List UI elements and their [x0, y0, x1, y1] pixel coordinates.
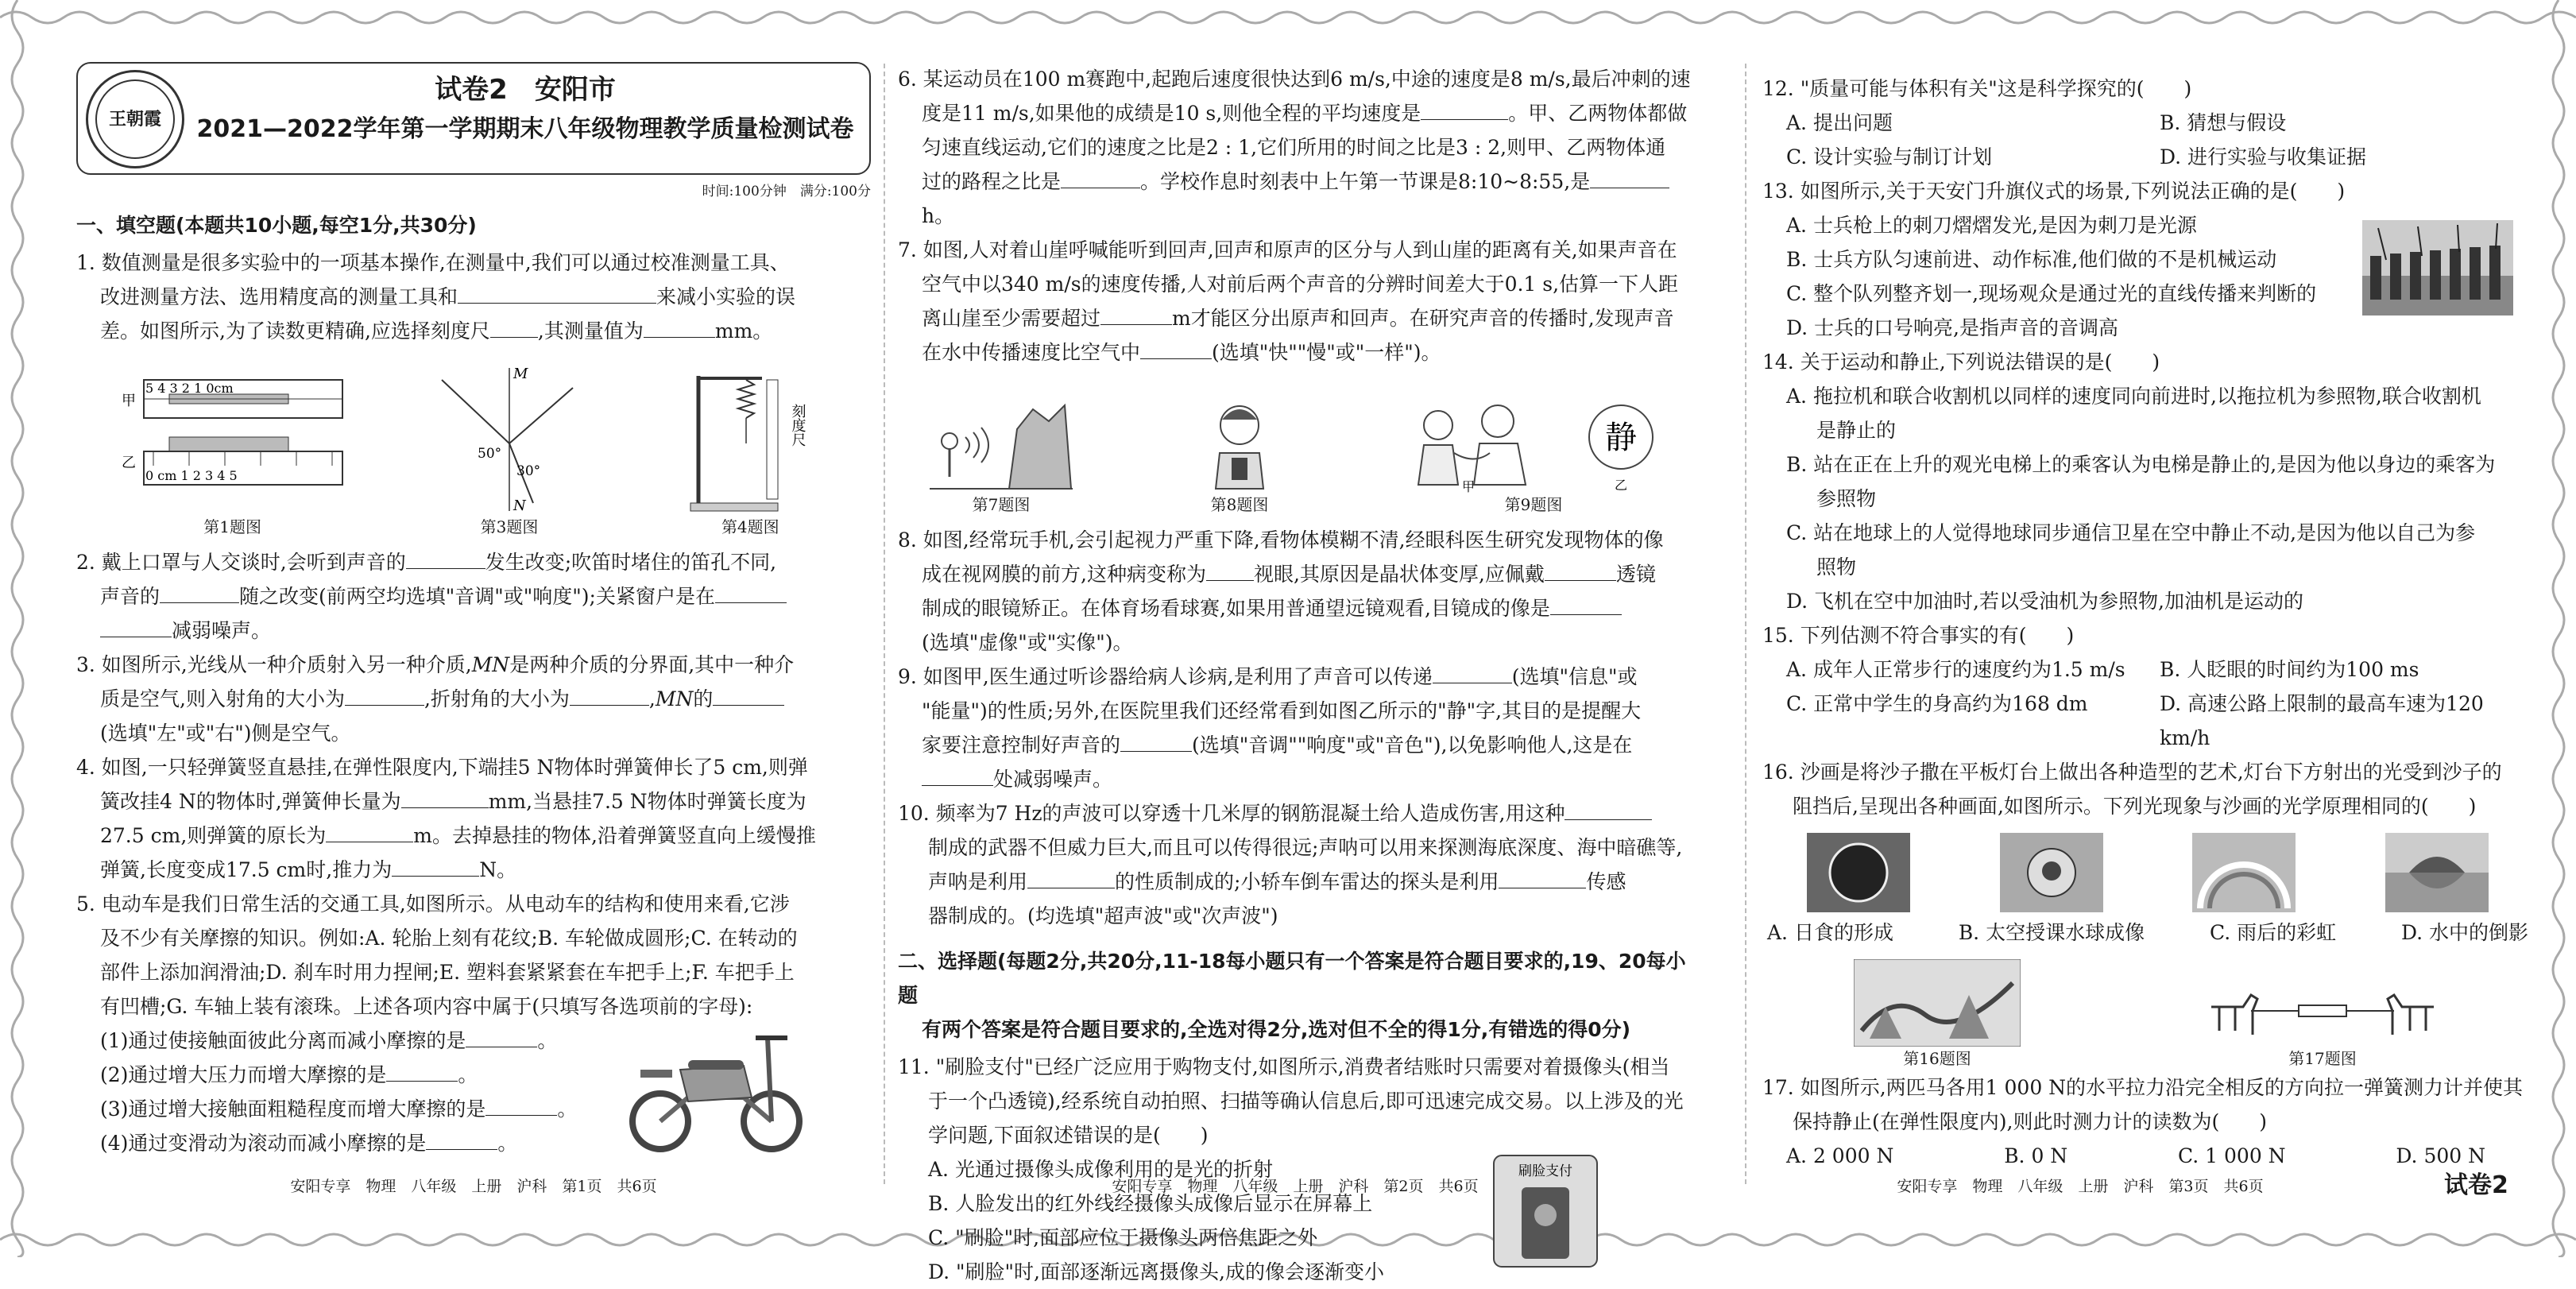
figure-3 [434, 364, 585, 539]
wavy-border-right [2546, 0, 2576, 1257]
sand-painting-photo [1854, 959, 2021, 1047]
question-16: 16. 沙画是将沙子撒在平板灯台上做出各种造型的艺术,灯台下方射出的光受到沙子的 阻挡后,呈现出各种画面,如图所示。下列光现象与沙画的光学原理相同的( ) A. 日食的形成 B. 太空授课水球成像 C. 雨后的彩虹 D. 水中的倒影 第16题图 第17题图 [1762, 755, 2533, 1070]
question-6: 6. 某运动员在100 m赛跑中,起跑后速度很快达到6 m/s,中途的速度是8 m/s,最后冲刺的速 度是11 m/s,如果他的成绩是10 s,则他全程的平均速度是 。甲、乙两物体都做 匀速直线运动,它们的速度之比是2 : 1,它们所用的时间之比是3 : 2,则甲、乙两物体通 过的路程之比是 。学校作息时刻表中上午第一节课是8:10~8:55,是h。 [898, 68, 1691, 227]
solar-eclipse-photo [1807, 833, 1910, 912]
exam-badge: 试卷2 [2444, 1171, 2508, 1199]
figure-1 [122, 364, 344, 539]
q14-option-b[interactable]: B. 站在正在上升的观光电梯上的乘客认为电梯是静止的,是因为他以身边的乘客为 参照物 [1786, 453, 2496, 510]
page-2 [898, 62, 1692, 1283]
child-phone-image [1192, 397, 1287, 493]
echo-cliff-image [930, 397, 1073, 493]
figures-1-3-4 [76, 356, 871, 539]
svg-text:0 cm 1 2 3 4 5: 0 cm 1 2 3 4 5 [145, 468, 238, 483]
svg-text:50°: 50° [477, 446, 502, 462]
ruler-label: 刻度尺 [789, 404, 806, 447]
svg-text:N: N [512, 497, 526, 514]
svg-text:甲: 甲 [1462, 479, 1476, 493]
page-1 [76, 62, 871, 1206]
figure-1-caption: 第1题图 [203, 517, 262, 536]
figures-16-17 [1762, 959, 2533, 1070]
svg-text:乙: 乙 [1614, 478, 1628, 493]
section-2-heading: 二、选择题(每题2分,共20分,11-18每小题只有一个答案是符合题目要求的,19、20每小题 有两个答案是符合题目要求的,全选对得2分,选对但不全的得1分,有错选的得0分) [898, 950, 1686, 1041]
figure-4 [675, 364, 826, 539]
electric-scooter-image [625, 1022, 807, 1157]
spring-stand-diagram [675, 364, 826, 515]
q17-option-c[interactable]: C. 1 000 N [2178, 1144, 2286, 1167]
question-7: 7. 如图,人对着山崖呼喊能听到回声,回声和原声的区分与人到山崖的距离有关,如果声音在 空气中以340 m/s的速度传播,人对前后两个声音的分辨时间差大于0.1 s,估算一下人距 离山崖至少需要超过 m才能区分出原声和回声。在研究声音的传播时,发现声音 在水中传播速度比空气中 (选填"快""慢"或"一样")。 [898, 238, 1679, 364]
water-reflection-photo [2385, 833, 2489, 912]
question-13: 13. 如图所示,关于天安门升旗仪式的场景,下列说法正确的是( ) A. 士兵枪上的刺刀熠熠发光,是因为刺刀是光源 B. 士兵方队匀速前进、动作标准,他们做的不是机械运动 C. 整个队列整齐划一,现场观众是通过光的直线传播来判断的 D. 士兵的口号响亮,是指声音的音调高 [1762, 174, 2533, 345]
q17-option-d[interactable]: D. 500 N [2396, 1144, 2485, 1167]
wavy-border-left [0, 0, 30, 1257]
q13-option-a[interactable]: A. 士兵枪上的刺刀熠熠发光,是因为刺刀是光源 [1786, 214, 2197, 237]
svg-text:5 4 3 2 1 0cm: 5 4 3 2 1 0cm [145, 381, 234, 396]
section-1-heading: 一、填空题(本题共10小题,每空1分,共30分) [76, 214, 477, 237]
figure-17 [2203, 975, 2442, 1070]
q12-option-a[interactable]: A. 提出问题 [1786, 111, 1893, 134]
footer-page-2: 安阳专享 物理 八年级 上册 沪科 第2页 共6页 [1112, 1178, 1479, 1195]
q12-option-d[interactable]: D. 进行实验与收集证据 [2160, 145, 2367, 168]
horses-spring-scale-diagram [2203, 975, 2442, 1047]
q16-option-d[interactable]: D. 水中的倒影 [2400, 921, 2528, 944]
question-10: 10. 频率为7 Hz的声波可以穿透十几米厚的钢筋混凝土给人造成伤害,用这种 制成的武器不但威力巨大,而且可以传得很远;声呐可以用来探测海底深度、海中暗礁等, 声呐是利用 的性质制成的;小轿车倒车雷达的探头是利用 传感 器制成的。(均选填"超声波"或"次声波") [898, 796, 1692, 933]
quiet-sign-char: 静 [1605, 420, 1637, 456]
q16-option-c[interactable]: C. 雨后的彩虹 [2209, 921, 2337, 944]
q14-option-c[interactable]: C. 站在地球上的人觉得地球同步通信卫星在空中静止不动,是因为他以自己为参 照物 [1786, 521, 2476, 579]
question-3: 3. 如图所示,光线从一种介质射入另一种介质,MN是两种介质的分界面,其中一种介 质是空气,则入射角的大小为 ,折射角的大小为 ,MN的 (选填"左"或"右")侧是空气。 [76, 653, 795, 745]
figure-16-caption: 第16题图 [1903, 1049, 1971, 1068]
q15-option-a[interactable]: A. 成年人正常步行的速度约为1.5 m/s [1786, 658, 2125, 681]
svg-text:乙: 乙 [121, 455, 136, 471]
exam-header [76, 62, 871, 175]
question-1: 1. 数值测量是很多实验中的一项基本操作,在测量中,我们可以通过校准测量工具、 改进测量方法、选用精度高的测量工具和 来减小实验的误 差。如图所示,为了读数更精确,应选择刻度尺 ,其测量值为 mm。 [76, 251, 796, 343]
question-15: 15. 下列估测不符合事实的有( ) A. 成年人正常步行的速度约为1.5 m/s B. 人眨眼的时间约为100 ms C. 正常中学生的身高约为168 dm D. 高速公路上限制的最高车速为120 km/h [1762, 618, 2533, 755]
figure-16 [1854, 959, 2021, 1070]
quiet-sign-image [1581, 397, 1661, 493]
page-3 [1762, 72, 2533, 1216]
svg-text:30°: 30° [516, 463, 541, 479]
q13-option-b[interactable]: B. 士兵方队匀速前进、动作标准,他们做的不是机械运动 [1786, 248, 2277, 271]
figure-8-caption: 第8题图 [1210, 495, 1269, 514]
figure-3-caption: 第3题图 [480, 517, 539, 536]
q15-option-c[interactable]: C. 正常中学生的身高约为168 dm [1786, 692, 2088, 715]
q16-option-images [1762, 833, 2533, 912]
figure-17-caption: 第17题图 [2288, 1049, 2357, 1068]
q13-option-d[interactable]: D. 士兵的口号响亮,是指声音的音调高 [1786, 316, 2118, 339]
question-9: 9. 如图甲,医生通过听诊器给病人诊病,是利用了声音可以传递 (选填"信息"或 "能量")的性质;另外,在医院里我们还经常看到如图乙所示的"静"字,其目的是提醒大 家要注意控制好声音的 (选填"音调""响度"或"音色"),以免影响他人,这是在 处减弱噪声。 [898, 660, 1692, 796]
q15-option-d[interactable]: D. 高速公路上限制的最高车速为120 km/h [2160, 692, 2484, 749]
q14-option-d[interactable]: D. 飞机在空中加油时,若以受油机为参照物,加油机是运动的 [1786, 590, 2303, 613]
q13-option-c[interactable]: C. 整个队列整齐划一,现场观众是通过光的直线传播来判断的 [1786, 282, 2317, 305]
figures-7-8-9 [898, 377, 1692, 517]
svg-text:M: M [512, 366, 528, 382]
figure-8 [1192, 397, 1287, 517]
exam-title: 试卷2 安阳市 [435, 74, 616, 106]
wavy-border-top [0, 0, 2576, 30]
q11-option-d[interactable]: D. "刷脸"时,面部逐渐远离摄像头,成的像会逐渐变小 [928, 1260, 1384, 1283]
question-5: 5. 电动车是我们日常生活的交通工具,如图所示。从电动车的结构和使用来看,它涉 及不少有关摩擦的知识。例如:A. 轮胎上刻有花纹;B. 车轮做成圆形;C. 在转动的 部件上添加润滑油;D. 刹车时用力捏闸;E. 塑料套紧紧套在车把手上;F. 车把手上 有凹槽;G. 车轴上装有滚珠。上述各项内容中属于(只填写各选项前的字母): (1)通过使接触面彼此分离而减小摩擦的是 。 (2)通过增大压力而增大摩擦的是 。 (3)通过增大接触面粗糙程度而增大摩擦的是 。 (4)通过变滑动为滚动而减小摩擦的是 。 [76, 887, 871, 1160]
logo-text: 王朝霞 [108, 108, 161, 130]
figure-7 [930, 397, 1073, 517]
rainbow-photo [2192, 833, 2296, 912]
q12-option-b[interactable]: B. 猜想与假设 [2160, 111, 2287, 134]
figure-4-caption: 第4题图 [721, 517, 779, 536]
q12-option-c[interactable]: C. 设计实验与制订计划 [1786, 145, 1993, 168]
refraction-diagram [434, 364, 585, 515]
q15-option-b[interactable]: B. 人眨眼的时间约为100 ms [2160, 658, 2419, 681]
question-8: 8. 如图,经常玩手机,会引起视力严重下降,看物体模糊不清,经眼科医生研究发现物体的像 成在视网膜的前方,这种病变称为 视眼,其原因是晶状体变厚,应佩戴 透镜 制成的眼镜矫正。在体育场看球赛,如果用普通望远镜观看,目镜成的像是 (选填"虚像"或"实像")。 [898, 528, 1664, 654]
ruler-diagram [122, 364, 344, 515]
footer-page-3: 安阳专享 物理 八年级 上册 沪科 第3页 共6页 [1897, 1178, 2264, 1195]
figure-7-caption: 第7题图 [972, 495, 1031, 514]
figure-9 [1406, 397, 1661, 517]
q16-option-b[interactable]: B. 太空授课水球成像 [1958, 921, 2145, 944]
question-14: 14. 关于运动和静止,下列说法错误的是( ) A. 拖拉机和联合收割机以同样的速度同向前进时,以拖拉机为参照物,联合收割机 是静止的 B. 站在正在上升的观光电梯上的乘客认为电梯是静止的,是因为他以身边的乘客为 参照物 C. 站在地球上的人觉得地球同步通信卫星在空中静止不动,是因为他以自己为参 照物 D. 飞机在空中加油时,若以受油机为参照物,加油机是运动的 [1762, 345, 2533, 618]
flag-guard-photo [2362, 220, 2513, 315]
face-pay-terminal-image [1490, 1152, 1601, 1271]
q17-option-a[interactable]: A. 2 000 N [1786, 1144, 1894, 1167]
question-4: 4. 如图,一只轻弹簧竖直悬挂,在弹性限度内,下端挂5 N物体时弹簧伸长了5 cm,则弹 簧改挂4 N的物体时,弹簧伸长量为 mm,当悬挂7.5 N物体时弹簧长度为 27.5 cm,则弹簧的原长为 m。去掉悬挂的物体,沿着弹簧竖直向上缓慢推 弹簧,长度变成17.5 cm时,推力为 N。 [76, 756, 816, 881]
page-divider-2 [1745, 64, 1746, 1184]
svg-text:甲: 甲 [121, 393, 136, 409]
face-pay-sign: 刷脸支付 [1518, 1163, 1572, 1179]
question-11: 11. "刷脸支付"已经广泛应用于购物支付,如图所示,消费者结账时只需要对着摄像头(相当 于一个凸透镜),经系统自动拍照、扫描等确认信息后,即可迅速完成交易。以上涉及的光 学问题,下面叙述错误的是( ) A. 光通过摄像头成像利用的是光的折射 B. 人脸发出的红外线经摄像头成像后显示在屏幕上 C. "刷脸"时,面部应位于摄像头两倍焦距之外 D. "刷脸"时,面部逐渐远离摄像头,成的像会逐渐变小 刷脸支付 [898, 1050, 1692, 1289]
question-12: 12. "质量可能与体积有关"这是科学探究的( ) A. 提出问题 B. 猜想与假设 C. 设计实验与制订计划 D. 进行实验与收集证据 [1762, 72, 2533, 174]
q11-option-b[interactable]: B. 人脸发出的红外线经摄像头成像后显示在屏幕上 [928, 1192, 1373, 1215]
question-2: 2. 戴上口罩与人交谈时,会听到声音的 发生改变;吹笛时堵住的笛孔不同, 声音的 随之改变(前两空均选填"音调"或"响度");关紧窗户是在 减弱噪声。 [76, 545, 871, 648]
q11-option-a[interactable]: A. 光通过摄像头成像利用的是光的折射 [928, 1158, 1273, 1181]
time-info: 时间:100分钟 满分:100分 [702, 184, 871, 199]
q14-option-a[interactable]: A. 拖拉机和联合收割机以同样的速度同向前进时,以拖拉机为参照物,联合收割机 是静止的 [1786, 385, 2481, 442]
q11-option-c[interactable]: C. "刷脸"时,面部应位于摄像头两倍焦距之外 [928, 1226, 1318, 1249]
q16-option-a[interactable]: A. 日食的形成 [1767, 921, 1893, 944]
page-divider-1 [884, 64, 885, 1184]
logo [86, 70, 184, 168]
exam-subtitle: 2021—2022学年第一学期期末八年级物理教学质量检测试卷 [196, 115, 854, 143]
doctor-stethoscope-image [1406, 397, 1534, 493]
figure-9-caption: 第9题图 [1504, 495, 1563, 514]
footer-page-1: 安阳专享 物理 八年级 上册 沪科 第1页 共6页 [290, 1178, 657, 1195]
q17-option-b[interactable]: B. 0 N [2004, 1144, 2068, 1167]
water-ball-photo [2000, 833, 2103, 912]
question-17: 17. 如图所示,两匹马各用1 000 N的水平拉力沿完全相反的方向拉一弹簧测力计并使其 保持静止(在弹性限度内),则此时测力计的读数为( ) A. 2 000 N B. 0 N C. 1 000 N D. 500 N [1762, 1070, 2533, 1173]
